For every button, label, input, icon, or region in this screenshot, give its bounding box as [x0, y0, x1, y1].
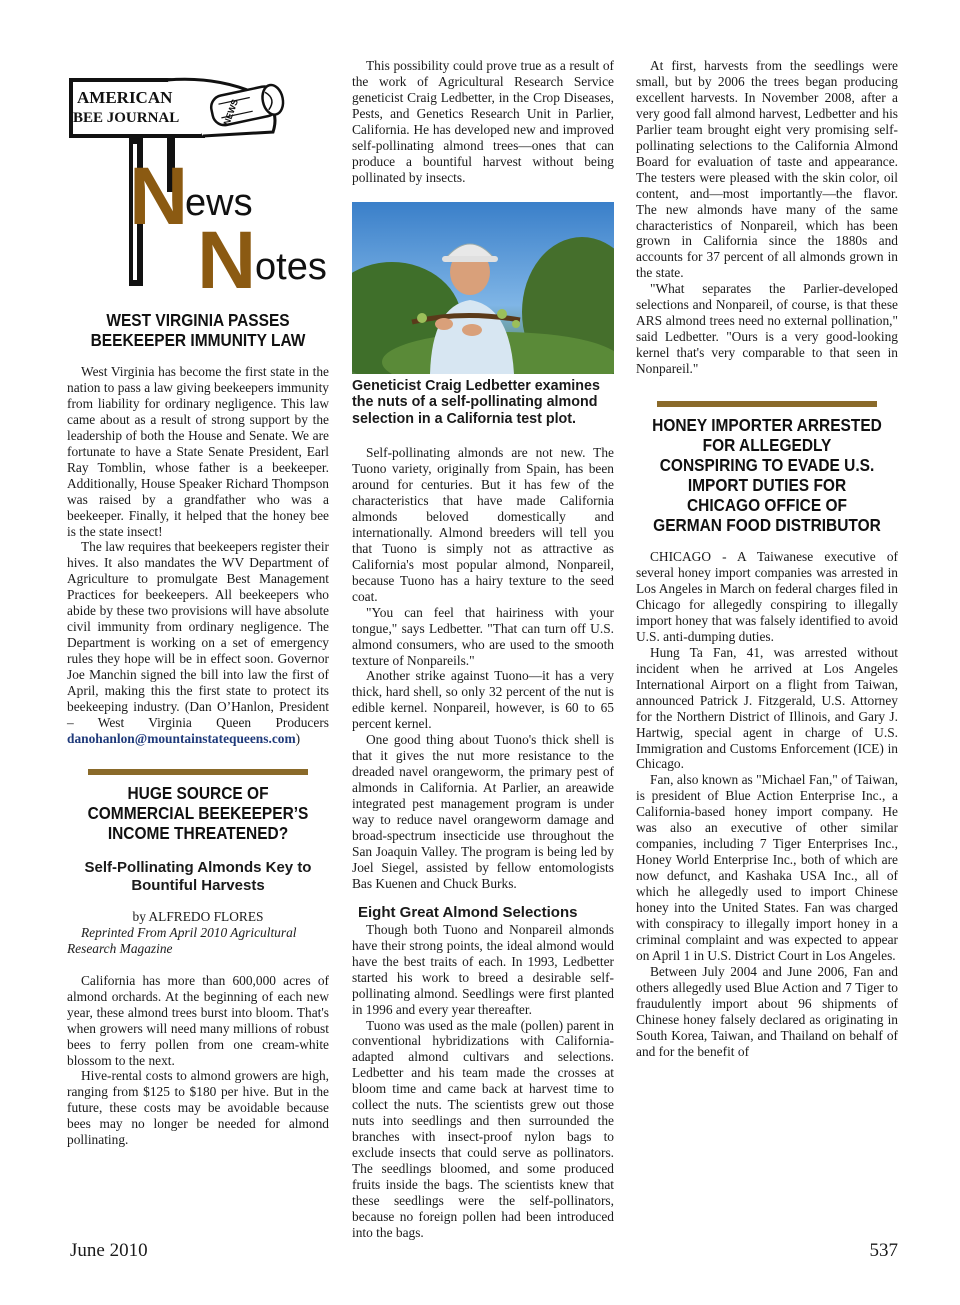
- news-notes-masthead: [67, 58, 329, 306]
- article3-paragraph: Hung Ta Fan, 41, was arrested without incident when he arrived at Los Angeles International Airport on a flight from Taiwan, announced Patrick J. Fitzgerald, U.S. Attorney for the Northern District of Illinois, and Gary J. Hartwig, special agent in charge of U.S. Immigration and Customs Enforcement (ICE) in Chicago.: [636, 644, 898, 772]
- article2-paragraph: Tuono was used as the male (pollen) parent in conventional hybridizations with California-adapted almond cultivars and selections. Ledbetter and his team made the crosses at bloom time and came back at harvest time to collect the nuts. The scientists grew out those nuts into seedlings and then surrounded the branches with insect-proof nylon bags to exclude insects that could serve as pollinators. The seedlings bloomed, and some produced fruits inside the bags. The scientists knew that these seedlings were the self-pollinators, because no foreign pollen had been introduced into the bags.: [352, 1017, 614, 1240]
- article2-paragraph: Self-pollinating almonds are not new. The Tuono variety, originally from Spain, has been around for centuries. But it has few of the characteristics that have made California almonds beloved domestically and internationally. Almond breeders will tell you that Tuono is simply not as attractive as California's most popular almond, Nonpareil, because Tuono has a hairy texture to the seed coat.: [352, 445, 614, 604]
- section-head-eight-great: Eight Great Almond Selections: [358, 903, 578, 921]
- article1-text: The law requires that beekeepers register their hives. It also mandates the WV Department of Agriculture to promulgate Best Management Practices for beekeepers. All beekeepers who abide by these two provisions will have absolute civil immunity from ordinary negligence. The Department is working on a set of emergency rules they hope will be in effect soon. Governor Joe Manchin signed the bill into law the first of April, making this the first state to protect its beekeeping industry. (Dan O’Hanlon, President – West Virginia Queen Producers: [67, 539, 329, 730]
- photo-craig-ledbetter: [352, 202, 614, 374]
- footer-page-number: 537: [869, 1240, 898, 1261]
- title-n-letter-1: N: [129, 151, 189, 242]
- article2-paragraph: California has more than 600,000 acres of almond orchards. At the beginning of each new year, these almond trees burst into bloom. That's when growers will need many millions of robust bees to ferry pollen from one cream-white blossom to the next.: [67, 972, 329, 1068]
- article1-paragraph: West Virginia has become the first state in the nation to pass a law giving beekeepers immunity from liability for ordinary negligence. This law came about as a result of strong support by the leadership of both the House and Senate. We are fortunate to have a State Senate President, Earl Ray Tomblin, whose father is a beekeeper. Additionally, House Speaker Richard Thompson was raised by a grandfather who was a beekeeper. Finally, it helped that the honey bee is the state insect!: [67, 364, 329, 539]
- article2-paragraph: "You can feel that hairiness with your tongue," says Ledbetter. "That can turn off U.S. almond consumers, who are used to the smooth texture of Nonpareils.": [352, 604, 614, 668]
- title-n-letter-2: N: [197, 215, 257, 306]
- newspaper-news-label: NEWS: [221, 97, 241, 127]
- column-3-content: [636, 58, 898, 1060]
- photo-caption: Geneticist Craig Ledbetter examines the nuts of a self-pollinating almond selection in a California test plot.: [352, 377, 600, 427]
- logo-american: AMERICAN: [77, 88, 173, 107]
- subheadline-self-pollinating: Self-Pollinating Almonds Key to Bountiful Harvests: [84, 858, 312, 894]
- headline-huge-source: HUGE SOURCE OF COMMERCIAL BEEKEEPER’S INCOME THREATENED?: [87, 782, 309, 843]
- article3-paragraph: Fan, also known as "Michael Fan," of Taiwan, is president of Blue Action Enterprise Inc., a California-based honey import company. He was also an executive of other similar companies, including 7 Tiger Enterprises Inc., Honey World Enterprise Inc., both of which are now defunct, and Kashaka USA Inc., all of which he allegedly used to import Chinese honey into the United States. Fan was charged with conspiracy to illegally import honey in a criminal complaint and was expected to appear on April 1 in U.S. District Court in Los Angeles.: [636, 772, 898, 963]
- email-link[interactable]: danohanlon@mountainstatequeens.com: [67, 730, 296, 746]
- column-1: [67, 310, 329, 1148]
- article2-paragraph: Another strike against Tuono—it has a very thick, hard shell, so only 32 percent of the nut is edible kernel. Nonpareil, however, is 60 to 65 percent kernel.: [352, 668, 614, 732]
- article1-text-end: ): [295, 730, 301, 746]
- article2-paragraph: One good thing about Tuono's thick shell is that it gives the nut more resistance to the dreaded navel orangeworm, the primary pest of almonds in California. At Parlier, an areawide integrated pest management program is under way to reduce navel orangeworm damage and broad-spectrum insecticide use throughout the San Joaquin Valley. The program is being led by Joel Siegel, assisted by fellow entomologists Bas Kuenen and Chuck Burks.: [352, 732, 614, 891]
- logo-bee-journal: BEE JOURNAL: [73, 110, 180, 126]
- article1-paragraph: [67, 539, 329, 746]
- reprint-note: Reprinted From April 2010 Agricultural Research Magazine: [67, 924, 297, 956]
- article2-paragraph: Hive-rental costs to almond growers are high, ranging from $125 to $180 per hive. But in the future, these costs may be avoidable because bees may no longer be needed for almond pollinating.: [67, 1068, 329, 1148]
- article3-paragraph: Between July 2004 and June 2006, Fan and others allegedly used Blue Action and 7 Tiger to fraudulently import about 96 shipments of Chinese honey falsely declared as originating in South Korea, Taiwan, and Thailand on behalf of and for the benefit of: [636, 963, 898, 1059]
- article3-paragraph: CHICAGO - A Taiwanese executive of several honey import companies was arrested in Los Angeles in March on federal charges filed in Chicago for allegedly conspiring to illegally import honey that was falsely identified to avoid U.S. anti-dumping duties.: [636, 549, 898, 644]
- byline: by ALFREDO FLORES: [132, 908, 264, 924]
- article2-paragraph: Though both Tuono and Nonpareil almonds have their strong points, the ideal almond would have the best traits of each. In 1993, Ledbetter started his work to breed a desirable self-pollinating almond. Seedlings were first planted in 1996 and every year thereafter.: [352, 921, 614, 1017]
- article2-paragraph: At first, harvests from the seedlings were small, but by 2006 the trees began producing excellent harvests. In November 2008, after a very good fall almond harvest, Ledbetter and his Parlier team brought eight very promising self-pollinating selections to the California Almond Board for evaluation of taste and appearance. The testers were pleased with the skin color, oil content, and—most importantly—the flavor. The new almonds have many of the same characteristics of Nonpareil, which has been grown in California since the 1880s and accounts for 37 percent of all almonds grown in the state.: [636, 58, 898, 281]
- headline-honey-importer: HONEY IMPORTER ARRESTED FOR ALLEGEDLY CONSPIRING TO EVADE U.S. IMPORT DUTIES FOR CHICAGO OFFICE OF GERMAN FOOD DISTRIBUTOR: [652, 415, 882, 536]
- title-otes: otes: [255, 246, 327, 288]
- article2-paragraph: This possibility could prove true as a result of the work of Agricultural Research Service geneticist Craig Ledbetter, in the Crop Diseases, Pests, and Genetics Research Unit in Parlier, California. He has developed new and improved self-pollinating almond trees—ones that can produce a bountiful harvest without being pollinated by insects.: [352, 58, 614, 185]
- headline-west-virginia: WEST VIRGINIA PASSES BEEKEEPER IMMUNITY LAW: [90, 310, 306, 350]
- footer-date: June 2010: [70, 1240, 148, 1261]
- column-2: [352, 58, 614, 1241]
- article2-paragraph: "What separates the Parlier-developed selections and Nonpareil, of course, is that these ARS almond trees need no external pollination," said Ledbetter. "Ours is a very good-looking kernel that's very comparable to that seen in Nonpareil.": [636, 281, 898, 377]
- title-ews: ews: [185, 182, 253, 224]
